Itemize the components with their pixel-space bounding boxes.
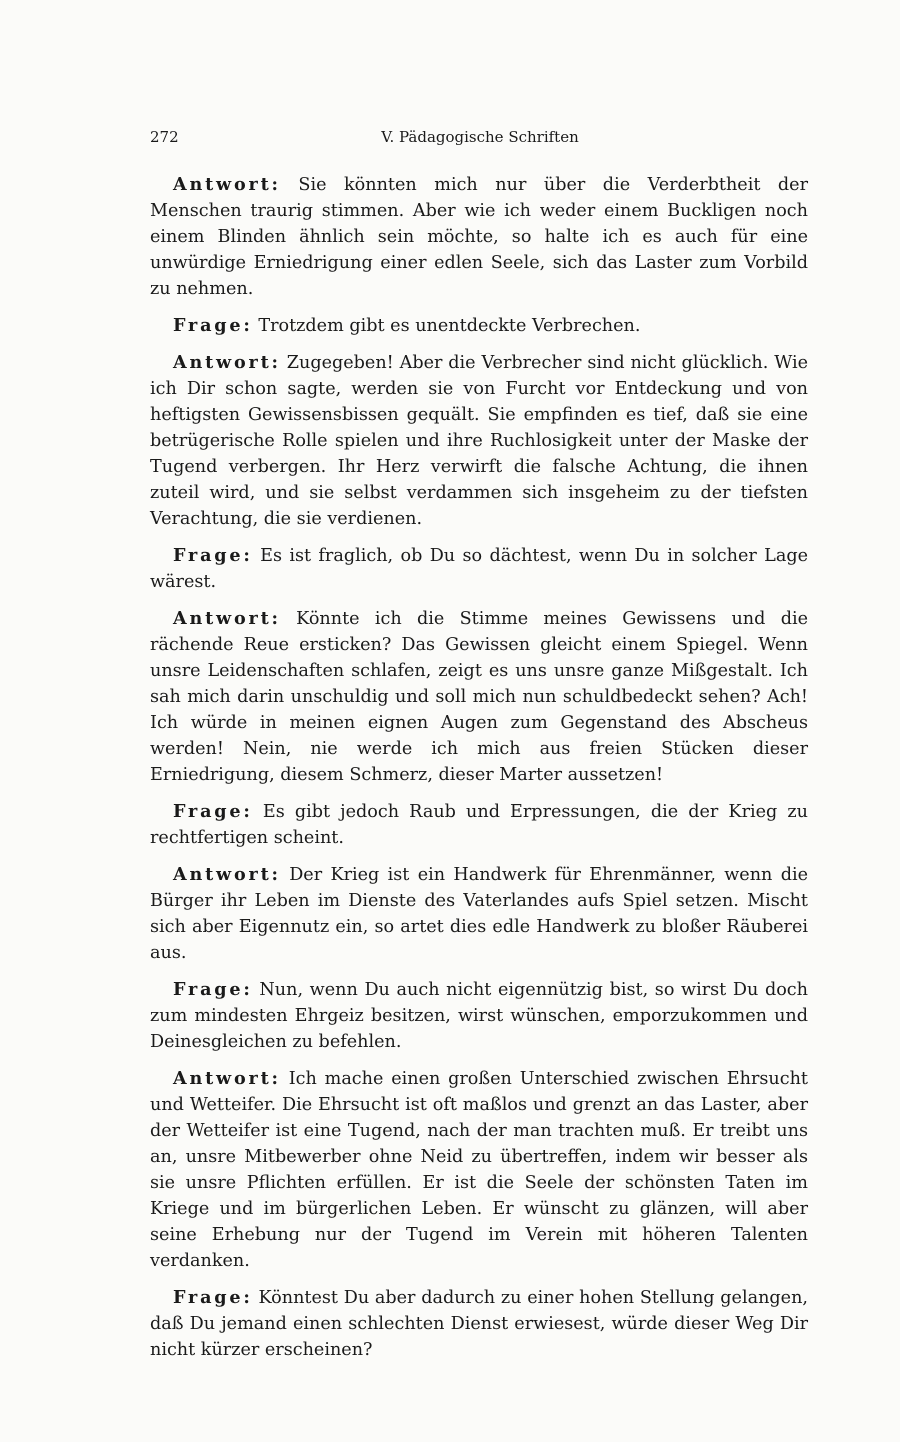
speech-text: Sie könnten mich nur über die Verderbtheit der Menschen traurig stimmen. Aber wie ich weder einem Buckligen noch einem Blinden ähnlich sein möchte, so halte ich es auch für eine unwürdige Erniedrigung einer edlen Seele, sich das Laster zum Vorbild zu nehmen. xyxy=(150,175,809,299)
dialogue-paragraph xyxy=(150,977,808,1055)
speaker-label: Antwort: xyxy=(173,352,281,373)
dialogue-paragraph xyxy=(150,862,808,966)
speaker-label: Frage: xyxy=(173,979,253,1000)
running-title: V. Pädagogische Schriften xyxy=(381,128,579,146)
speech-text: Ich mache einen großen Unterschied zwischen Ehrsucht und Wetteifer. Die Ehrsucht ist oft maßlos und grenzt an das Laster, aber der Wetteifer ist eine Tugend, nach der man trachten muß. Er treibt uns an, unsre Mitbewerber ohne Neid zu übertreffen, indem wir besser als sie unsre Pflichten erfüllen. Er ist die Seele der schönsten Taten im Kriege und im bürgerlichen Leben. Er wünscht zu glänzen, will aber seine Erhebung nur der Tugend im Verein mit höheren Talenten verdanken. xyxy=(150,1069,808,1271)
speaker-label: Antwort: xyxy=(173,1068,281,1089)
dialogue-paragraph xyxy=(150,606,808,788)
dialogue-paragraph xyxy=(150,1066,808,1274)
dialogue-paragraph xyxy=(150,313,808,339)
speaker-label: Frage: xyxy=(173,545,253,566)
dialogue-paragraph xyxy=(150,172,808,302)
speech-text: Trotzdem gibt es unentdeckte Verbrechen. xyxy=(258,316,641,336)
speech-text: Es ist fraglich, ob Du so dächtest, wenn Du in solcher Lage wärest. xyxy=(150,546,808,592)
speech-text: Könnte ich die Stimme meines Gewissens und die rächende Reue ersticken? Das Gewissen gleicht einem Spiegel. Wenn unsre Leidenschaften schlafen, zeigt es uns unsre ganze Mißgestalt. Ich sah mich darin unschuldig und soll mich nun schuldbedeckt sehen? Ach! Ich würde in meinen eignen Augen zum Gegenstand des Abscheus werden! Nein, nie werde ich mich aus freien Stücken dieser Erniedrigung, diesem Schmerz, dieser Marter aussetzen! xyxy=(150,609,808,785)
speech-text: Nun, wenn Du auch nicht eigennützig bist, so wirst Du doch zum mindesten Ehrgeiz besitzen, wirst wünschen, emporzukommen und Deinesgleichen zu befehlen. xyxy=(150,980,808,1052)
speaker-label: Antwort: xyxy=(173,174,281,195)
speaker-label: Antwort: xyxy=(173,608,281,629)
speech-text: Zugegeben! Aber die Verbrecher sind nicht glücklich. Wie ich Dir schon sagte, werden sie von Furcht vor Entdeckung und von heftigsten Gewissensbissen gequält. Sie empfinden es tief, daß sie eine betrügerische Rolle spielen und ihre Ruchlosigkeit unter der Maske der Tugend verbergen. Ihr Herz verwirft die falsche Achtung, die ihnen zuteil wird, und sie selbst verdammen sich insgeheim zu der tiefsten Verachtung, die sie verdienen. xyxy=(150,353,809,529)
speech-text: Der Krieg ist ein Handwerk für Ehrenmänner, wenn die Bürger ihr Leben im Dienste des Vaterlandes aufs Spiel setzen. Mischt sich aber Eigennutz ein, so artet dies edle Handwerk zu bloßer Räuberei aus. xyxy=(150,865,808,963)
page-header xyxy=(150,128,810,152)
speech-text: Es gibt jedoch Raub und Erpressungen, die der Krieg zu rechtfertigen scheint. xyxy=(150,802,808,848)
speaker-label: Frage: xyxy=(173,315,253,336)
speaker-label: Antwort: xyxy=(173,864,281,885)
page-number: 272 xyxy=(150,128,179,146)
dialogue-paragraph xyxy=(150,543,808,595)
dialogue-paragraph xyxy=(150,799,808,851)
speech-text: Könntest Du aber dadurch zu einer hohen Stellung gelangen, daß Du jemand einen schlechten Dienst erwiesest, würde dieser Weg Dir nicht kürzer erscheinen? xyxy=(150,1288,809,1360)
dialogue-paragraph xyxy=(150,1285,808,1363)
speaker-label: Frage: xyxy=(173,801,253,822)
page-body xyxy=(150,172,808,1374)
speaker-label: Frage: xyxy=(173,1287,253,1308)
dialogue-paragraph xyxy=(150,350,808,532)
